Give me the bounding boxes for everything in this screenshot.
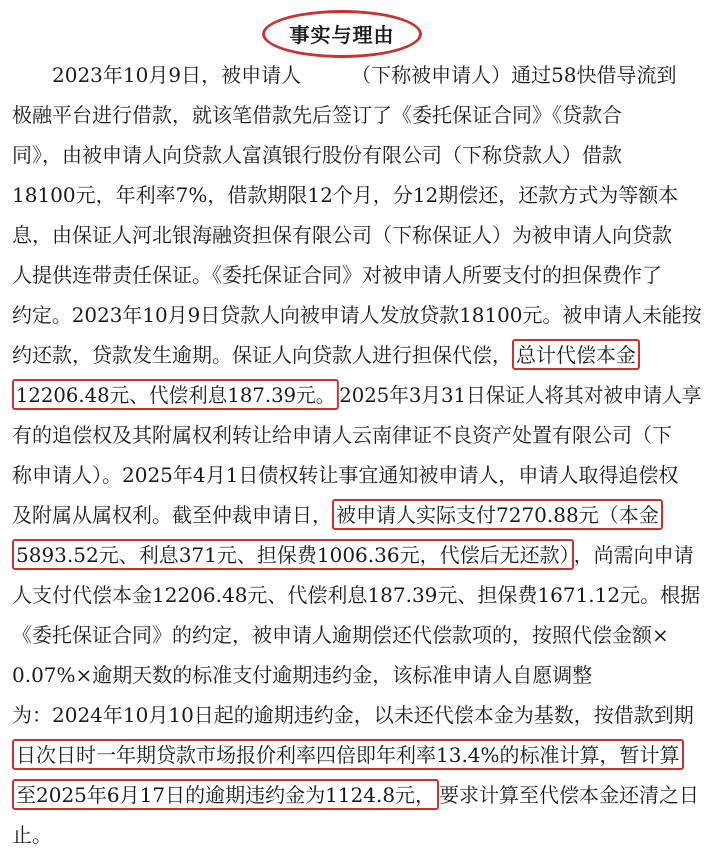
paragraph-line	[12, 662, 592, 688]
text-segment: ，尚需向申请	[573, 543, 694, 567]
paragraph-line	[12, 502, 663, 528]
text-segment: 人提供连带责任保证。《委托保证合同》对被申请人所要支付的担保费作了	[12, 263, 662, 287]
highlighted-text: 总计代偿本金	[512, 339, 640, 370]
text-segment: 及附属从属权利。截至仲裁申请日，	[12, 503, 332, 527]
paragraph-line	[12, 262, 662, 288]
highlighted-text: 5893.52元、利息371元、担保费1006.36元，代偿后无还款）	[12, 539, 574, 570]
text-segment: 约还款，贷款发生逾期。保证人向贷款人进行担保代偿，	[12, 343, 512, 367]
text-segment: 称申请人）。2025年4月1日债权转让事宜通知被申请人，申请人取得追偿权	[12, 463, 679, 487]
text-segment: 2025年3月31日保证人将其对被申请人享	[339, 383, 702, 407]
paragraph-line	[12, 102, 622, 128]
title-oval-highlight	[262, 10, 422, 58]
text-segment: 有的追偿权及其附属权利转让给申请人云南律证不良资产处置有限公司（下	[12, 423, 672, 447]
paragraph-line	[12, 622, 669, 648]
paragraph-line	[12, 342, 640, 368]
paragraph-line	[12, 422, 672, 448]
text-segment: （下称被申请人）通过58快借导流到	[361, 63, 677, 87]
text-segment: 18100元，年利率7%，借款期限12个月，分12期偿还，还款方式为等额本	[12, 183, 679, 207]
text-segment: 息，由保证人河北银海融资担保有限公司（下称保证人）为被申请人向贷款	[12, 223, 672, 247]
text-segment: 同》，由被申请人向贷款人富滇银行股份有限公司（下称贷款人）借款	[12, 143, 622, 167]
text-segment: 极融平台进行借款，就该笔借款先后签订了《委托保证合同》《贷款合	[12, 103, 622, 127]
paragraph-line	[12, 742, 684, 768]
paragraph-line	[12, 142, 622, 168]
paragraph-line	[12, 302, 702, 328]
paragraph-line	[12, 702, 694, 728]
paragraph-line	[12, 462, 678, 488]
highlighted-text: 至2025年6月17日的逾期违约金为1124.8元，	[12, 779, 439, 810]
highlighted-text: 被申请人实际支付7270.88元（本金	[332, 499, 663, 530]
paragraph-line	[12, 382, 702, 408]
paragraph-line	[12, 542, 694, 568]
paragraph-line	[12, 222, 672, 248]
text-segment: 2023年10月9日，被申请人	[12, 63, 302, 87]
text-segment: 止。	[12, 823, 52, 847]
text-segment: 0.07%×逾期天数的标准支付逾期违约金，该标准申请人自愿调整	[12, 663, 593, 687]
text-segment: 《委托保证合同》的约定，被申请人逾期偿还代偿款项的，按照代偿金额×	[12, 623, 669, 647]
text-segment: 人支付代偿本金12206.48元、代偿利息187.39元、担保费1671.12元。根据	[12, 583, 701, 607]
document-title: 事实与理由	[289, 23, 395, 47]
highlighted-text: 12206.48元、代偿利息187.39元。	[12, 379, 339, 410]
text-segment: 为：2024年10月10日起的逾期违约金，以未还代偿本金为基数，按借款到期	[12, 703, 694, 727]
paragraph-line	[12, 822, 52, 848]
highlighted-text: 日次日时一年期贷款市场报价利率四倍即年利率13.4%的标准计算，暂计算	[12, 739, 684, 770]
paragraph-line	[12, 182, 678, 208]
paragraph-line	[12, 582, 700, 608]
text-segment: 要求计算至代偿本金还清之日	[439, 783, 700, 807]
paragraph-line	[12, 62, 677, 88]
text-segment	[301, 63, 361, 87]
paragraph-line	[12, 782, 699, 808]
text-segment: 约定。2023年10月9日贷款人向被申请人发放贷款18100元。被申请人未能按	[12, 303, 702, 327]
